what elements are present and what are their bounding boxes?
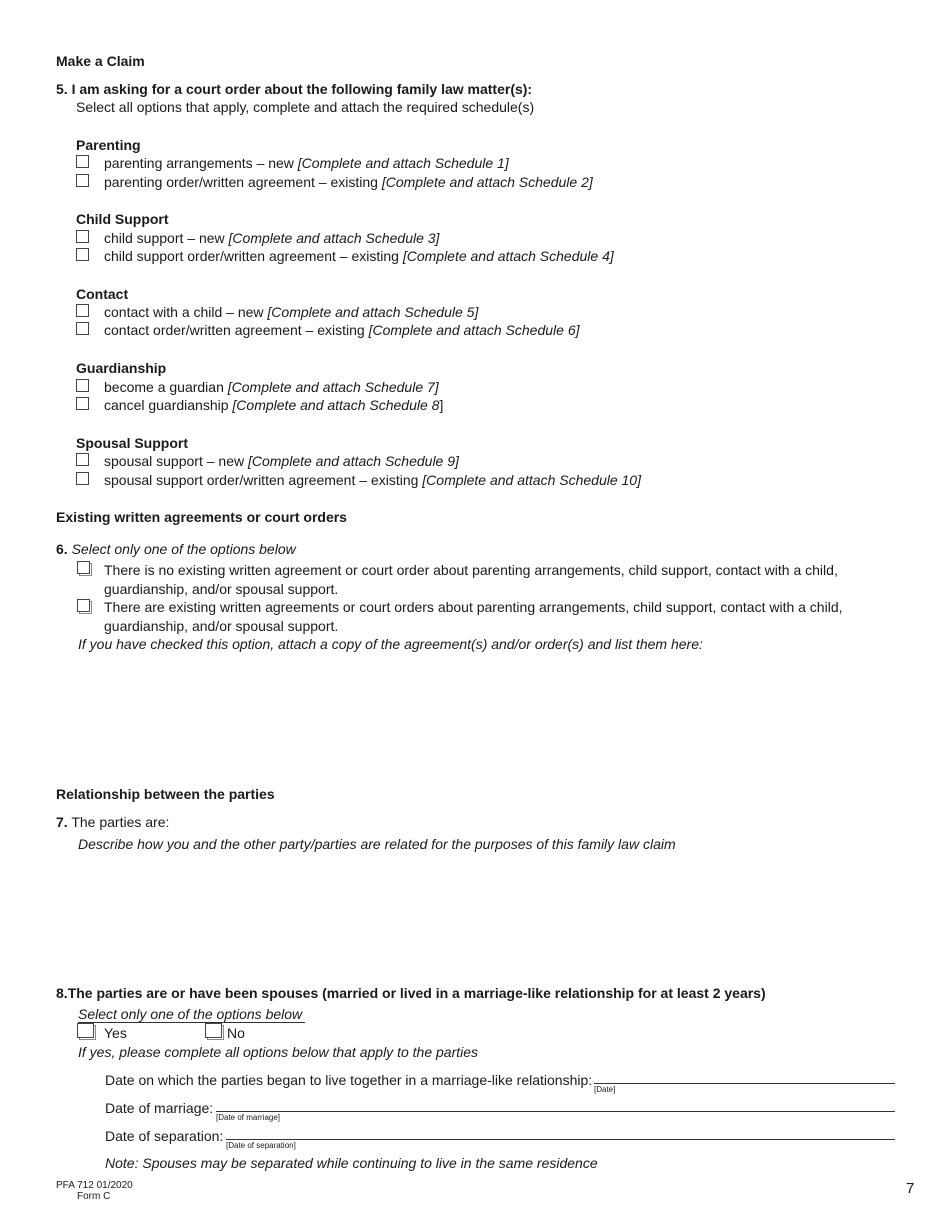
option-contact-existing bbox=[104, 322, 580, 338]
option-no-existing-line1: There is no existing written agreement or court order about parenting arrangements, child support, contact with a child, bbox=[104, 562, 838, 578]
marriage-date-hint: [Date of marriage] bbox=[216, 1113, 281, 1122]
checkbox-spousal-support-existing[interactable] bbox=[76, 472, 89, 485]
option-cancel-guardianship bbox=[104, 397, 443, 413]
group-title-guardianship: Guardianship bbox=[76, 360, 167, 376]
group-title-contact: Contact bbox=[76, 286, 129, 302]
question-6-text: Select only one of the options below bbox=[71, 541, 296, 557]
checkbox-no[interactable] bbox=[205, 1023, 222, 1038]
checkbox-no-existing-agreement[interactable] bbox=[77, 561, 90, 574]
option-spousal-support-new bbox=[104, 453, 459, 469]
question-5-text: I am asking for a court order about the following family law matter(s): bbox=[71, 81, 533, 97]
began-together-date-field[interactable] bbox=[594, 1083, 895, 1084]
began-together-label: Date on which the parties began to live together in a marriage-like relationship: bbox=[105, 1072, 593, 1088]
separation-date-hint: [Date of separation] bbox=[226, 1141, 296, 1150]
schedule-note: [Complete and attach Schedule 1] bbox=[297, 155, 509, 171]
group-title-spousal-support: Spousal Support bbox=[76, 435, 188, 451]
option-text: contact order/written agreement – existing bbox=[104, 322, 369, 338]
question-7-label bbox=[56, 814, 169, 830]
marriage-date-field[interactable] bbox=[216, 1111, 895, 1112]
question-5-title bbox=[56, 81, 532, 97]
option-text: contact with a child – new bbox=[104, 304, 268, 320]
checkbox-existing-agreement[interactable] bbox=[77, 599, 90, 612]
question-8-title bbox=[56, 985, 766, 1001]
group-title-child-support: Child Support bbox=[76, 211, 169, 227]
separation-date-field[interactable] bbox=[226, 1139, 895, 1140]
question-7-text: The parties are: bbox=[71, 814, 170, 830]
relationship-description-area[interactable] bbox=[78, 856, 898, 966]
option-parenting-existing bbox=[104, 174, 593, 190]
option-contact-new bbox=[104, 304, 478, 320]
question-8-number: 8. bbox=[56, 985, 68, 1001]
question-6-number: 6. bbox=[56, 541, 68, 557]
question-7-number: 7. bbox=[56, 814, 68, 830]
question-8-text: The parties are or have been spouses (married or lived in a marriage-like relationship for at least 2 years) bbox=[67, 985, 766, 1001]
option-text: spousal support order/written agreement – existing bbox=[104, 472, 423, 488]
option-no-label: No bbox=[227, 1025, 245, 1041]
section-heading-make-a-claim: Make a Claim bbox=[56, 53, 145, 69]
option-yes-label: Yes bbox=[104, 1025, 127, 1041]
schedule-note: [Complete and attach Schedule 5] bbox=[267, 304, 479, 320]
question-8-instruction: Select only one of the options below bbox=[78, 1006, 303, 1022]
section-heading-relationship: Relationship between the parties bbox=[56, 786, 275, 802]
began-together-hint: [Date] bbox=[594, 1085, 616, 1094]
question-5-instruction: Select all options that apply, complete and attach the required schedule(s) bbox=[76, 99, 535, 115]
option-existing-line2: guardianship, and/or spousal support. bbox=[104, 618, 339, 634]
checkbox-parenting-new[interactable] bbox=[76, 155, 89, 168]
footer-form-code: PFA 712 01/2020 bbox=[56, 1180, 133, 1191]
option-parenting-new bbox=[104, 155, 509, 171]
checkbox-child-support-existing[interactable] bbox=[76, 248, 89, 261]
option-text: parenting order/written agreement – existing bbox=[104, 174, 382, 190]
checkbox-spousal-support-new[interactable] bbox=[76, 453, 89, 466]
schedule-note: [Complete and attach Schedule 9] bbox=[247, 453, 459, 469]
schedule-note-close: ] bbox=[439, 397, 444, 413]
schedule-note: [Complete and attach Schedule 6] bbox=[368, 322, 580, 338]
agreements-list-area[interactable] bbox=[78, 656, 898, 772]
option-child-support-new bbox=[104, 230, 439, 246]
schedule-note: [Complete and attach Schedule 8 bbox=[232, 397, 440, 413]
instruction-underline bbox=[78, 1022, 305, 1023]
option-text: spousal support – new bbox=[104, 453, 248, 469]
marriage-date-label: Date of marriage: bbox=[105, 1100, 214, 1116]
checkbox-yes[interactable] bbox=[77, 1023, 94, 1038]
checkbox-become-guardian[interactable] bbox=[76, 379, 89, 392]
schedule-note: [Complete and attach Schedule 3] bbox=[228, 230, 440, 246]
checkbox-child-support-new[interactable] bbox=[76, 230, 89, 243]
page-number: 7 bbox=[906, 1180, 915, 1197]
checkbox-cancel-guardianship[interactable] bbox=[76, 397, 89, 410]
section-heading-existing-agreements: Existing written agreements or court orders bbox=[56, 509, 347, 525]
checkbox-contact-existing[interactable] bbox=[76, 322, 89, 335]
option-text: child support order/written agreement – existing bbox=[104, 248, 403, 264]
option-existing-line1: There are existing written agreements or court orders about parenting arrangements, child support, contact with a child, bbox=[104, 599, 843, 615]
footer-form-name: Form C bbox=[77, 1191, 111, 1202]
question-6-attach-note: If you have checked this option, attach a copy of the agreement(s) and/or order(s) and list them here: bbox=[78, 636, 703, 652]
spouses-separation-note: Note: Spouses may be separated while continuing to live in the same residence bbox=[105, 1155, 598, 1171]
checkbox-parenting-existing[interactable] bbox=[76, 174, 89, 187]
schedule-note: [Complete and attach Schedule 10] bbox=[422, 472, 641, 488]
option-text: child support – new bbox=[104, 230, 229, 246]
checkbox-contact-new[interactable] bbox=[76, 304, 89, 317]
option-text: become a guardian bbox=[104, 379, 228, 395]
separation-date-label: Date of separation: bbox=[105, 1128, 224, 1144]
option-text: parenting arrangements – new bbox=[104, 155, 298, 171]
schedule-note: [Complete and attach Schedule 7] bbox=[227, 379, 439, 395]
group-title-parenting: Parenting bbox=[76, 137, 141, 153]
question-7-note: Describe how you and the other party/parties are related for the purposes of this family law claim bbox=[78, 836, 676, 852]
question-5-number: 5. bbox=[56, 81, 68, 97]
option-child-support-existing bbox=[104, 248, 614, 264]
option-become-guardian bbox=[104, 379, 439, 395]
option-spousal-support-existing bbox=[104, 472, 641, 488]
schedule-note: [Complete and attach Schedule 2] bbox=[381, 174, 593, 190]
question-8-if-yes-note: If yes, please complete all options below that apply to the parties bbox=[78, 1044, 479, 1060]
option-no-existing-line2: guardianship, and/or spousal support. bbox=[104, 581, 339, 597]
option-text: cancel guardianship bbox=[104, 397, 233, 413]
schedule-note: [Complete and attach Schedule 4] bbox=[402, 248, 614, 264]
question-6-instruction bbox=[56, 541, 296, 557]
